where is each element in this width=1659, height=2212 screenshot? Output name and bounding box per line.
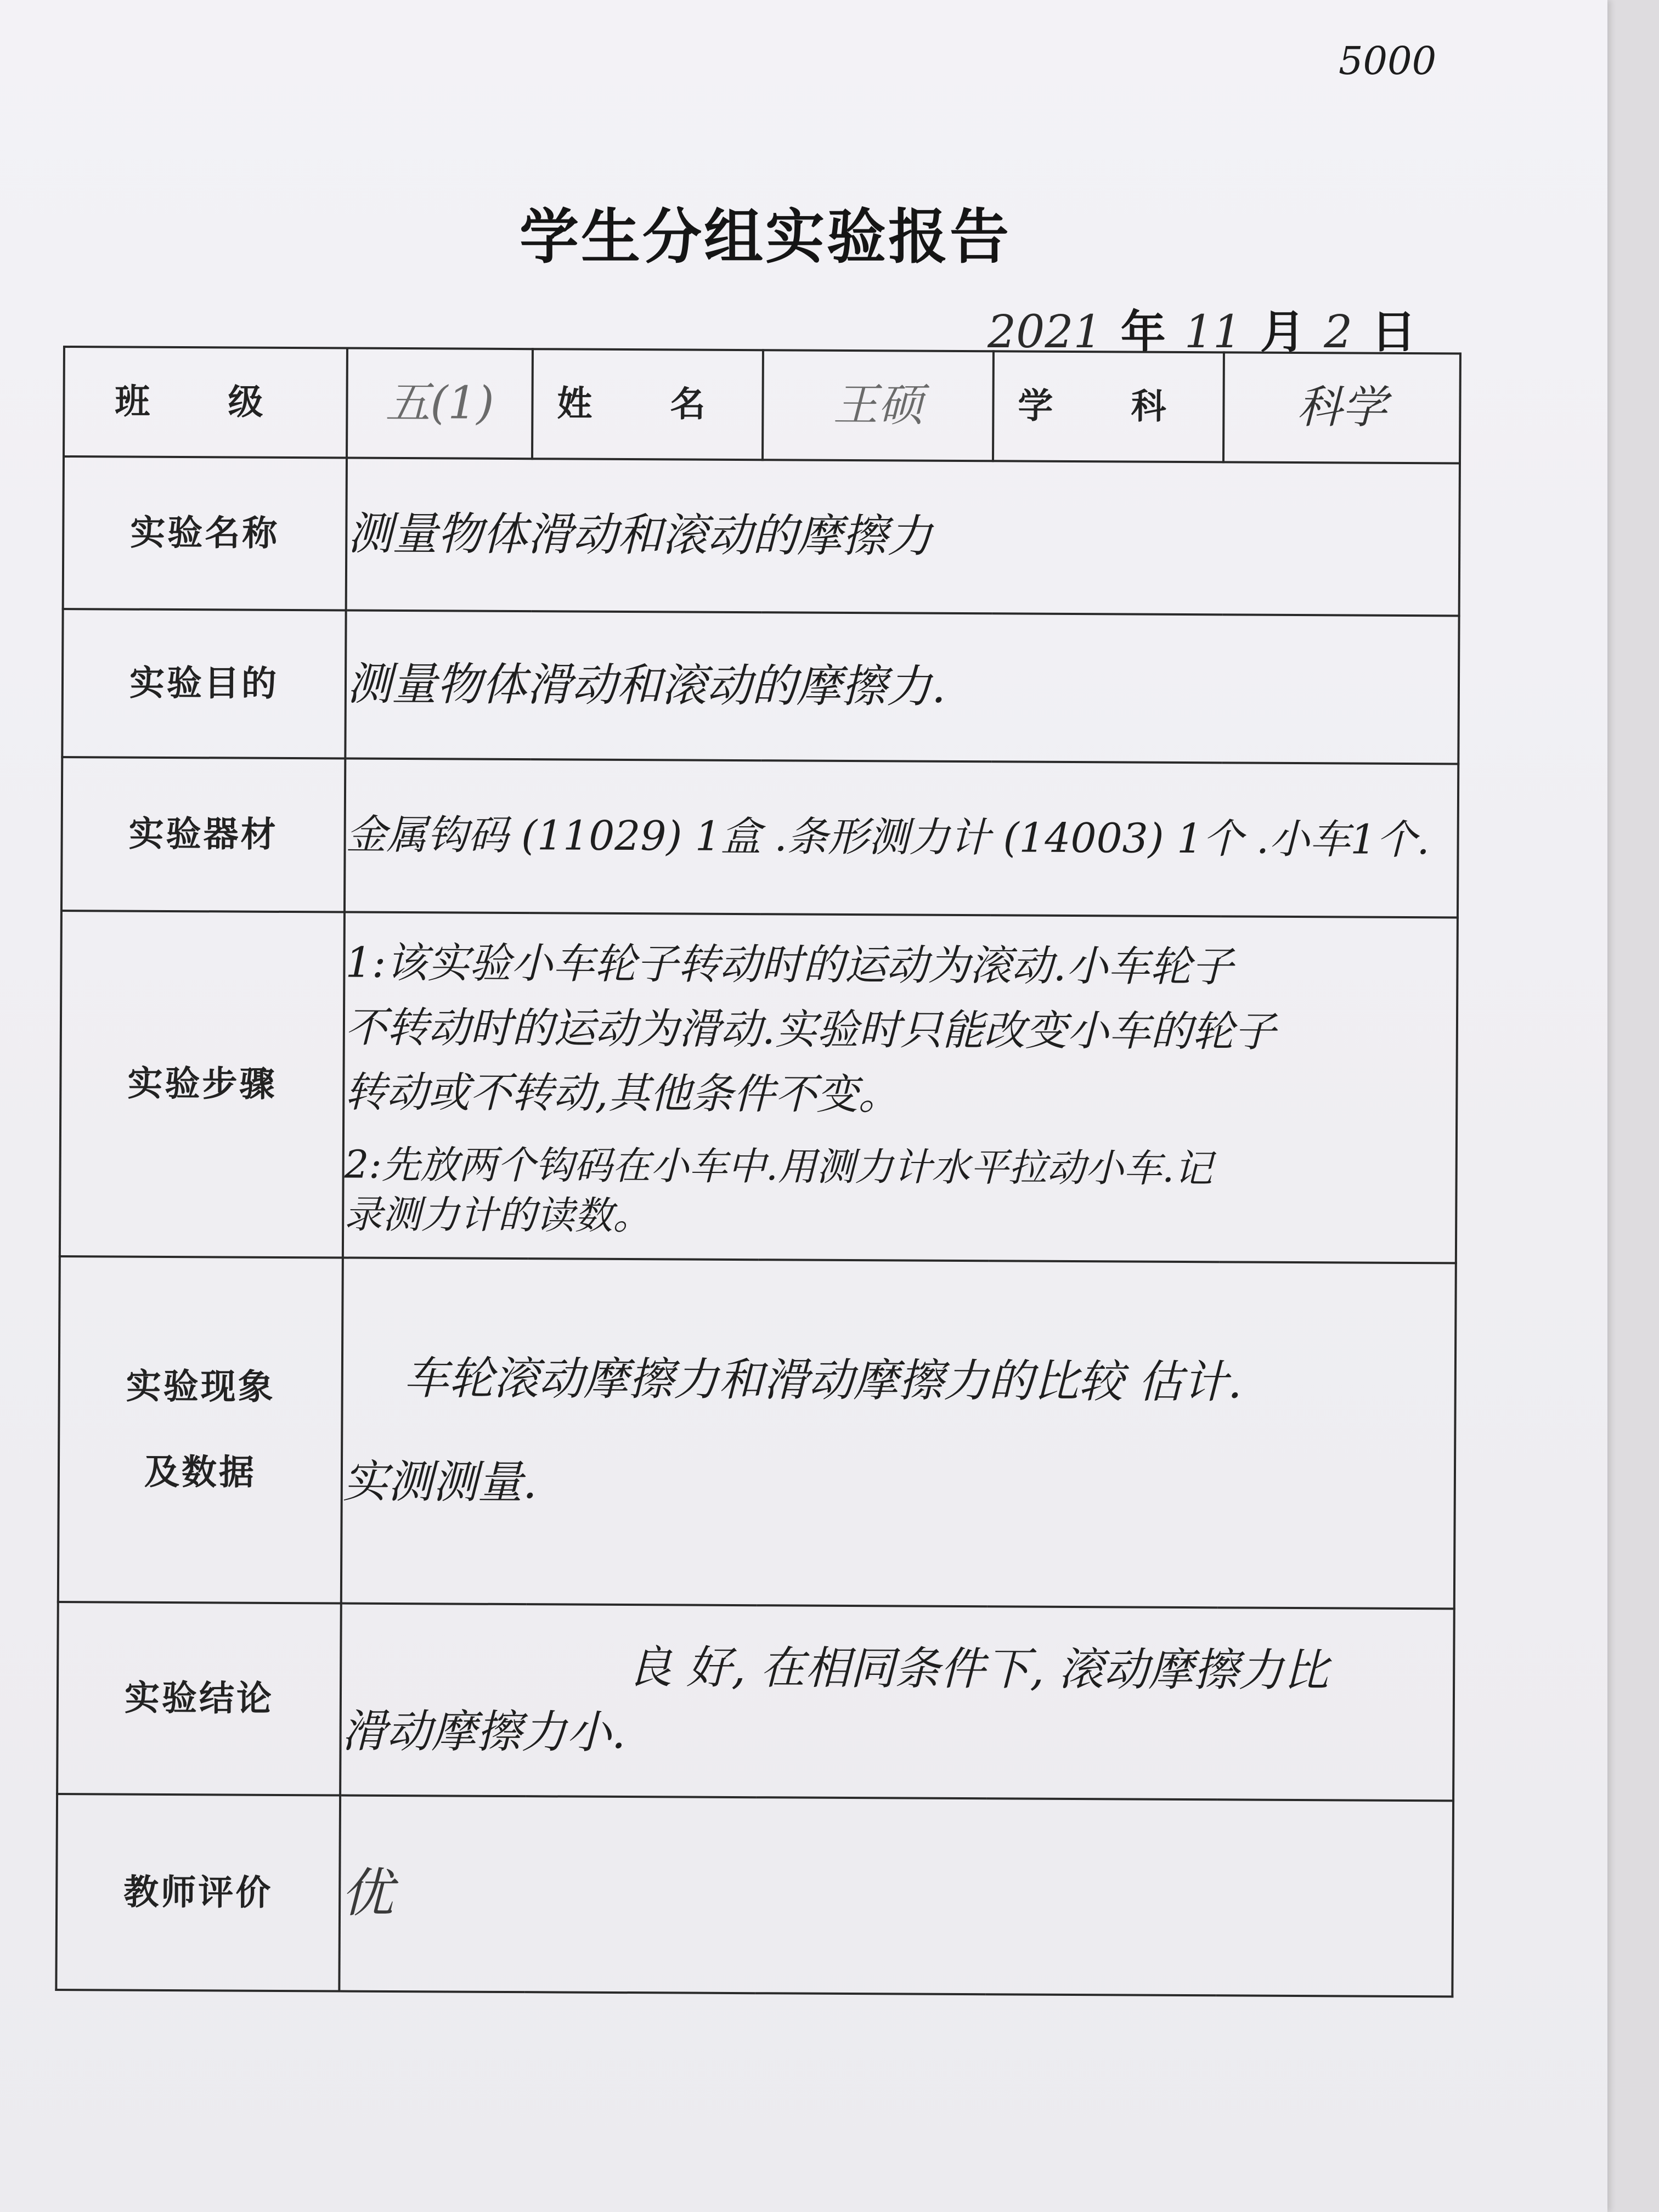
exp-phenomena-label	[58, 1256, 343, 1604]
row-exp-materials	[61, 757, 1458, 917]
exp-name-label: 实验名称	[63, 456, 347, 611]
exp-materials-label: 实验器材	[61, 757, 345, 912]
steps-line: 1:该实验小车轮子转动时的运动为滚动.小车轮子	[345, 938, 1233, 991]
report-form	[55, 346, 1459, 1995]
row-info	[64, 347, 1460, 463]
class-label: 班 级	[64, 347, 347, 458]
phenomena-label-line: 及数据	[144, 1452, 257, 1493]
date-day-label: 日	[1371, 306, 1417, 358]
date-day: 2	[1324, 306, 1353, 358]
corner-note: 5000	[1339, 38, 1437, 83]
steps-line: 转动或不转动,其他条件不变。	[345, 1067, 900, 1119]
name-label: 姓 名	[532, 349, 763, 460]
exp-purpose-value: 测量物体滑动和滚动的摩擦力.	[345, 611, 1459, 764]
exp-conclusion-value	[340, 1604, 1454, 1801]
exp-conclusion-label: 实验结论	[57, 1602, 341, 1796]
exp-steps-value	[343, 912, 1458, 1263]
row-teacher-eval	[56, 1794, 1453, 1996]
subject-value: 科学	[1223, 352, 1460, 463]
steps-line: 录测力计的读数。	[344, 1192, 652, 1238]
teacher-eval-label: 教师评价	[56, 1794, 340, 1991]
date-year-label: 年	[1120, 306, 1166, 358]
row-exp-purpose	[62, 609, 1459, 764]
subject-label: 学 科	[993, 351, 1224, 462]
name-value: 王硕	[763, 350, 994, 461]
date-month-label: 月	[1260, 306, 1306, 358]
conclusion-line: 良 好, 在相同条件下, 滚动摩擦力比	[627, 1641, 1329, 1697]
phenomena-label-line: 实验现象	[126, 1366, 275, 1408]
row-exp-phenomena	[58, 1256, 1456, 1609]
phenomena-line: 车轮滚动摩擦力和滑动摩擦力的比较 估计.	[403, 1352, 1243, 1409]
report-table	[55, 346, 1462, 1997]
teacher-eval-value: 优	[339, 1796, 1453, 1997]
phenomena-line: 实测测量.	[342, 1455, 538, 1509]
date-year: 2021	[988, 306, 1102, 358]
exp-name-value: 测量物体滑动和滚动的摩擦力	[346, 458, 1460, 616]
exp-steps-label: 实验步骤	[60, 911, 345, 1258]
exp-purpose-label: 实验目的	[62, 609, 346, 759]
row-exp-name	[63, 456, 1460, 616]
exp-materials-value: 金属钩码 (11029) 1盒 .条形测力计 (14003) 1个 .小车1个.	[345, 759, 1458, 918]
row-exp-steps	[60, 911, 1458, 1263]
conclusion-line: 滑动摩擦力小.	[341, 1705, 626, 1759]
row-exp-conclusion	[57, 1602, 1454, 1801]
page-title: 学生分组实验报告	[519, 203, 1011, 272]
class-value: 五(1)	[347, 348, 533, 459]
steps-line: 2:先放两个钩码在小车中.用测力计水平拉动小车.记	[344, 1142, 1213, 1191]
exp-phenomena-value	[341, 1258, 1456, 1609]
date-month: 11	[1184, 306, 1242, 358]
steps-line: 不转动时的运动为滑动.实验时只能改变小车的轮子	[345, 1002, 1276, 1056]
